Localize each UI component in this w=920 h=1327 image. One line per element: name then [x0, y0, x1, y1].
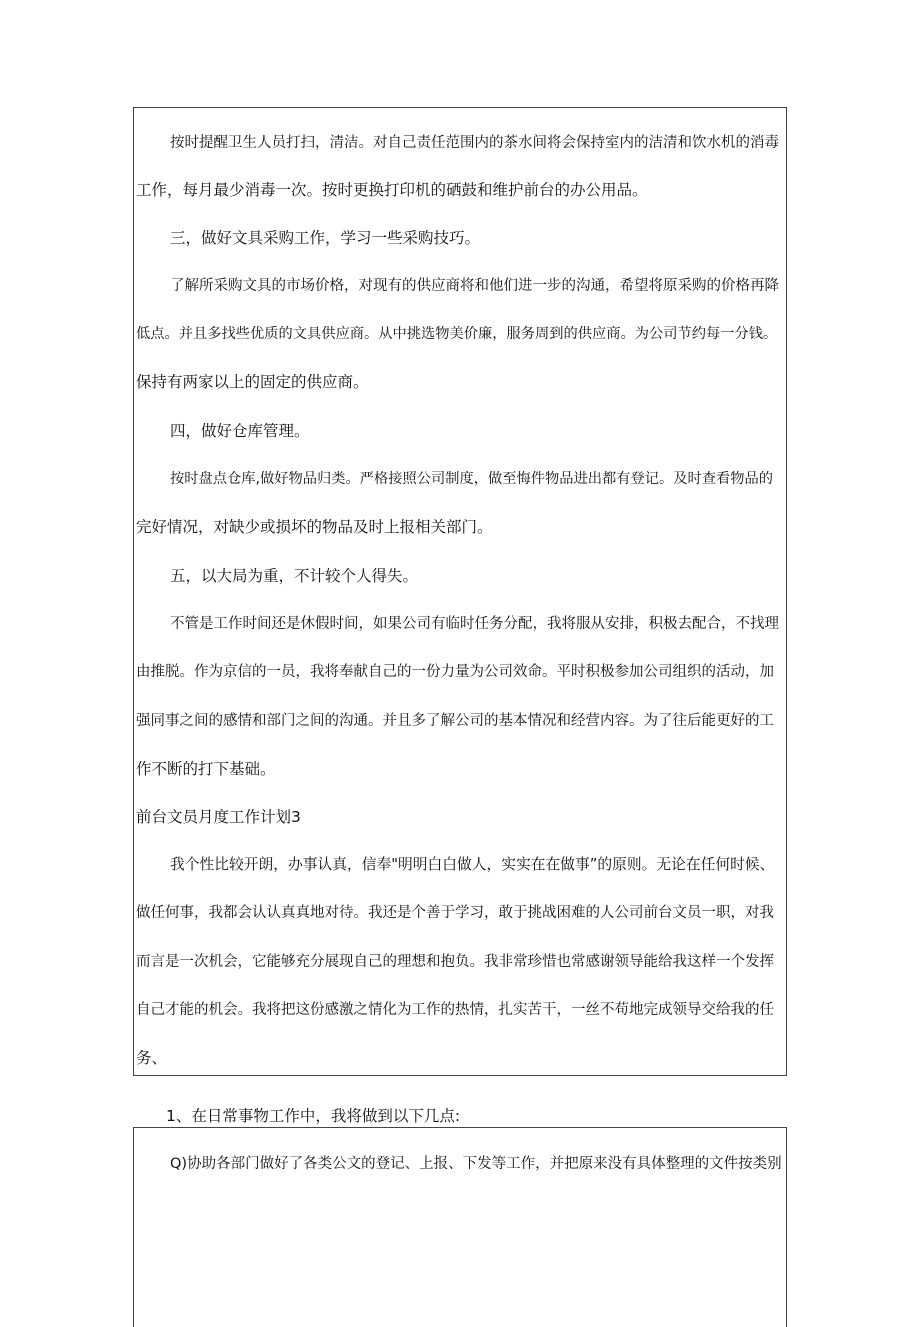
paragraph-line: 完好情况，对缺少或损坏的物品及时上报相关部门。: [136, 518, 493, 536]
paragraph-line: 作不断的打下基础。: [136, 760, 276, 778]
list-intro-line: 1、在日常事物工作中，我将做到以下几点:: [166, 1107, 461, 1125]
paragraph-line: 了解所采购文具的市场价格，对现有的供应商将和他们进一步的沟通，希望将原采购的价格再降: [170, 278, 779, 294]
section-heading: 三，做好文具采购工作，学习一些采购技巧。: [170, 229, 481, 247]
paragraph-line: 自己才能的机会。我将把这份感激之情化为工作的热情，扎实苦干，一丝不苟地完成领导交给我的任: [136, 1002, 774, 1018]
paragraph-line: 保持有两家以上的固定的供应商。: [136, 373, 369, 391]
paragraph-line: 按时提醒卫生人员打扫，清洁。对自己责任范围内的茶水间将会保持室内的洁清和饮水机的消毒: [170, 135, 779, 151]
section-heading: 四，做好仓库管理。: [170, 422, 310, 440]
paragraph-line: 不管是工作时间还是休假时间，如果公司有临时任务分配，我将服从安排，积极去配合，不找理: [170, 616, 779, 632]
paragraph-line: 工作，每月最少消毒一次。按时更换打印机的硒鼓和维护前台的办公用品。: [136, 181, 648, 199]
document-subtitle: 前台文员月度工作计划3: [136, 808, 301, 826]
paragraph-line: Q)协助各部门做好了各类公文的登记、上报、下发等工作，并把原来没有具体整理的文件按类别: [170, 1156, 782, 1172]
paragraph-line: 务、: [136, 1049, 168, 1067]
paragraph-line: 我个性比较开朗，办事认真，信奉"明明白白做人，实实在在做事”的原则。无论在任何时候、: [170, 856, 775, 873]
section-heading: 五，以大局为重，不计较个人得失。: [170, 567, 419, 585]
paragraph-line: 做任何事，我都会认认真真地对待。我还是个善于学习，敢于挑战困难的人公司前台文员一职，对我: [136, 905, 774, 921]
paragraph-line: 低点。并且多找些优质的文具供应商。从中挑选物美价廉，服务周到的供应商。为公司节约每一分钱。: [136, 326, 778, 342]
paragraph-line: 强同事之间的感情和部门之间的沟通。并且多了解公司的基本情况和经营内容。为了往后能更好的工: [136, 713, 774, 729]
paragraph-line: 由推脱。作为京信的一员，我将奉献自己的一份力量为公司效命。平时积极参加公司组织的活动，加: [136, 664, 774, 680]
paragraph-line: 而言是一次机会，它能够充分展现自己的理想和抱负。我非常珍惜也常感谢领导能给我这样一个发挥: [136, 954, 774, 970]
paragraph-line: 按时盘点仓库,做好物品归类。严格接照公司制度，做至悔件物品进出都有登记。及时查看物品的: [170, 471, 774, 487]
text-frame-upper: [133, 107, 787, 1076]
